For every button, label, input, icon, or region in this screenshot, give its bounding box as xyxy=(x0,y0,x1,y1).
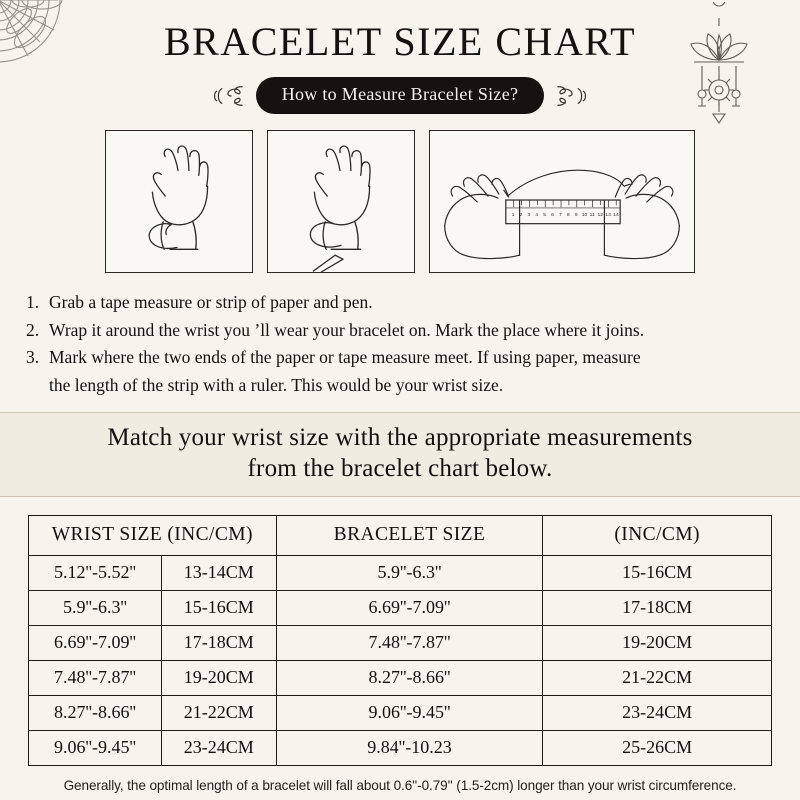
svg-text:14: 14 xyxy=(613,212,619,218)
bracelet-size-inches: 9.06''-9.45'' xyxy=(276,696,543,731)
table-row xyxy=(29,556,772,591)
svg-text:12: 12 xyxy=(597,212,603,218)
hand-paper-drawing xyxy=(268,131,414,272)
hand-with-string-illustration xyxy=(105,130,253,273)
svg-text:6: 6 xyxy=(551,212,554,218)
hands-with-ruler-illustration xyxy=(429,130,695,273)
bracelet-size-cm: 21-22CM xyxy=(543,661,772,696)
bracelet-size-inches: 5.9''-6.3'' xyxy=(276,556,543,591)
wrist-size-inches: 6.69''-7.09'' xyxy=(29,626,162,661)
wrist-size-cm: 13-14CM xyxy=(161,556,276,591)
how-to-measure-pill: How to Measure Bracelet Size? xyxy=(256,77,545,114)
wrist-size-inches: 7.48''-7.87'' xyxy=(29,661,162,696)
table-row xyxy=(29,591,772,626)
band-line-2: from the bracelet chart below. xyxy=(247,454,553,482)
wrist-size-cm: 19-20CM xyxy=(161,661,276,696)
wrist-size-cm: 23-24CM xyxy=(161,731,276,766)
svg-text:7: 7 xyxy=(559,212,562,218)
flourish-left-icon xyxy=(212,82,246,110)
bracelet-size-table xyxy=(28,515,772,766)
svg-text:1: 1 xyxy=(511,212,515,218)
hand-string-drawing xyxy=(106,131,252,272)
svg-text:13: 13 xyxy=(605,212,611,218)
hands-ruler-drawing xyxy=(430,131,694,272)
bracelet-size-cm: 25-26CM xyxy=(543,731,772,766)
bracelet-size-cm: 17-18CM xyxy=(543,591,772,626)
size-table-wrapper xyxy=(28,515,772,766)
ruler-tick-labels xyxy=(512,212,619,218)
subtitle-row xyxy=(0,77,800,114)
bracelet-size-inches: 9.84''-10.23 xyxy=(276,731,543,766)
table-header-row xyxy=(29,516,772,556)
illustration-row xyxy=(0,130,800,273)
step-text: Wrap it around the wrist you ʼll wear your bracelet on. Mark the place where it joins. xyxy=(49,319,645,340)
hand-with-paper-strip-illustration xyxy=(267,130,415,273)
header-bracelet-size: BRACELET SIZE xyxy=(276,516,543,556)
svg-text:5: 5 xyxy=(543,212,547,218)
match-wrist-size-band xyxy=(0,412,800,497)
step-number: 3. xyxy=(26,347,40,368)
step-number: 2. xyxy=(26,319,40,340)
svg-text:3: 3 xyxy=(527,212,531,218)
band-line-1: Match your wrist size with the appropriate measurements xyxy=(107,424,693,452)
svg-text:8: 8 xyxy=(566,212,570,218)
wrist-size-inches: 5.12''-5.52'' xyxy=(29,556,162,591)
page-title: BRACELET SIZE CHART xyxy=(163,19,637,64)
wrist-size-inches: 5.9''-6.3'' xyxy=(29,591,162,626)
bracelet-size-cm: 23-24CM xyxy=(543,696,772,731)
svg-text:10: 10 xyxy=(581,212,588,218)
step-text: Mark where the two ends of the paper or tape measure meet. If using paper, measure xyxy=(49,347,641,368)
bracelet-size-cm: 19-20CM xyxy=(543,626,772,661)
step-continuation-text: the length of the strip with a ruler. This would be your wrist size. xyxy=(49,374,504,395)
bracelet-size-inches: 7.48''-7.87'' xyxy=(276,626,543,661)
svg-text:2: 2 xyxy=(519,212,523,218)
step-item xyxy=(26,344,774,371)
wrist-size-inches: 9.06''-9.45'' xyxy=(29,731,162,766)
header-bracelet-units: (INC/CM) xyxy=(543,516,772,556)
step-number: 1. xyxy=(26,292,40,312)
step-item xyxy=(26,317,774,344)
wrist-size-cm: 21-22CM xyxy=(161,696,276,731)
table-row xyxy=(29,661,772,696)
bracelet-size-inches: 6.69''-7.09'' xyxy=(276,591,543,626)
bracelet-size-inches: 8.27''-8.66'' xyxy=(276,661,543,696)
header-wrist-size: WRIST SIZE (INC/CM) xyxy=(29,516,277,556)
wrist-size-cm: 17-18CM xyxy=(161,626,276,661)
svg-text:11: 11 xyxy=(589,212,595,218)
table-row xyxy=(29,731,772,766)
step-item xyxy=(26,289,774,316)
footnote: Generally, the optimal length of a bracelet will fall about 0.6''-0.79'' (1.5-2cm) longer than your wrist circumference. xyxy=(63,778,737,794)
measure-steps-list xyxy=(26,289,774,398)
step-text: Grab a tape measure or strip of paper and pen. xyxy=(49,292,373,312)
flourish-right-icon xyxy=(554,82,588,110)
table-row xyxy=(29,696,772,731)
wrist-size-cm: 15-16CM xyxy=(161,591,276,626)
table-row xyxy=(29,626,772,661)
svg-text:9: 9 xyxy=(574,212,578,218)
wrist-size-inches: 8.27''-8.66'' xyxy=(29,696,162,731)
bracelet-size-cm: 15-16CM xyxy=(543,556,772,591)
svg-text:4: 4 xyxy=(535,212,539,218)
